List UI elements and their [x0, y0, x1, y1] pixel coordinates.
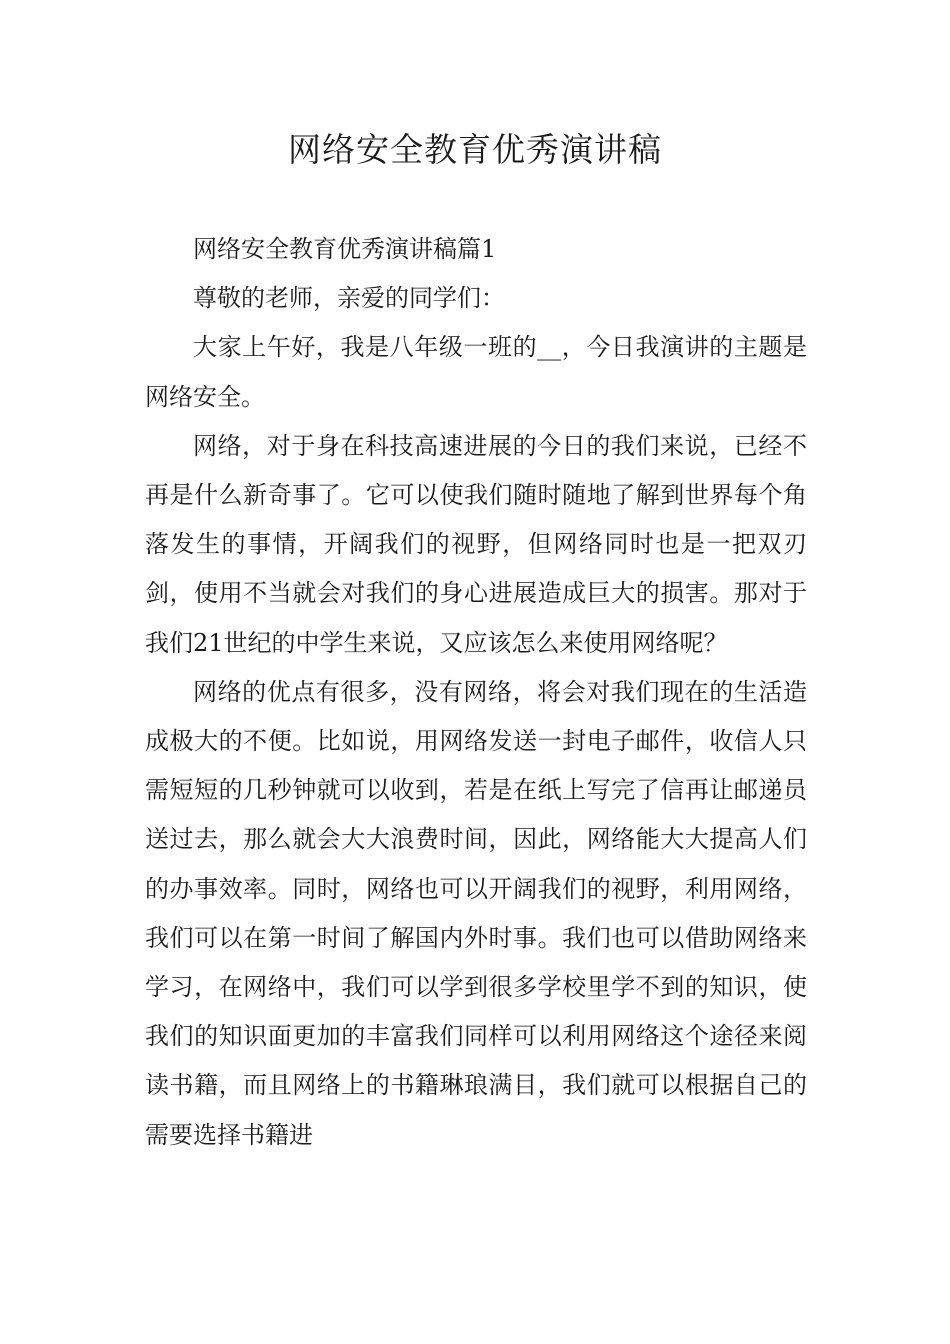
document-body	[145, 225, 807, 1160]
document-title: 网络安全教育优秀演讲稿	[288, 130, 662, 169]
salutation-paragraph: 尊敬的老师，亲爱的同学们：	[193, 284, 505, 313]
body-paragraph: 网络，对于身在科技高速进展的今日的我们来说，已经不再是什么新奇事了。它可以使我们随时随地了解到世界每个角落发生的事情，开阔我们的视野，但网络同时也是一把双刃剑，使用不当就会对我们的身心进展造成巨大的损害。那对于我们21世纪的中学生来说，又应该怎么来使用网络呢？	[145, 431, 807, 657]
body-paragraph: 网络的优点有很多，没有网络，将会对我们现在的生活造成极大的不便。比如说，用网络发送一封电子邮件，收信人只需短短的几秒钟就可以收到，若是在纸上写完了信再让邮递员送过去，那么就会大大浪费时间，因此，网络能大大提高人们的办事效率。同时，网络也可以开阔我们的视野，利用网络，我们可以在第一时间了解国内外时事。我们也可以借助网络来学习，在网络中，我们可以学到很多学校里学不到的知识，使我们的知识面更加的丰富我们同样可以利用网络这个途径来阅读书籍，而且网络上的书籍琳琅满目，我们就可以根据自己的需要选择书籍进	[145, 677, 807, 1149]
intro-paragraph: 大家上午好，我是八年级一班的__，今日我演讲的主题是网络安全。	[145, 333, 807, 411]
section-heading: 网络安全教育优秀演讲稿篇1	[193, 235, 497, 263]
